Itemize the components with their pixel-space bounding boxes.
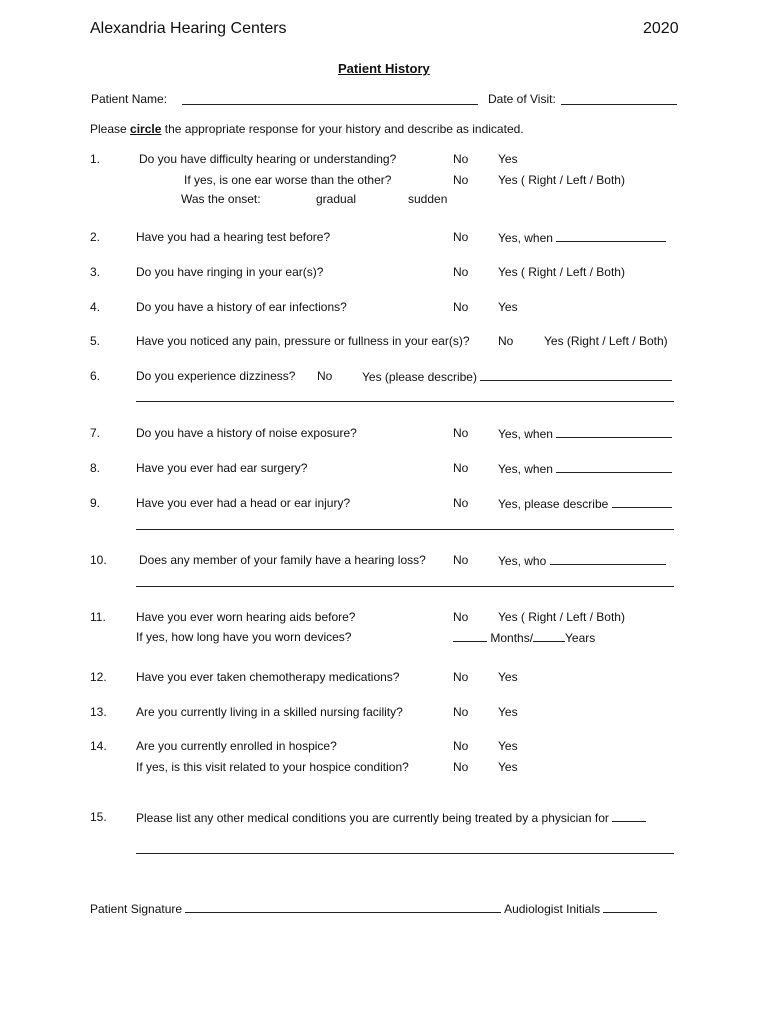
q15-field[interactable] (612, 810, 646, 822)
q2-number: 2. (90, 230, 101, 244)
q6-yes-label: Yes (please describe) (362, 370, 477, 384)
patient-name-field[interactable] (182, 104, 478, 105)
q4-text: Do you have a history of ear infections? (136, 300, 347, 314)
form-year: 2020 (643, 20, 679, 37)
q6-no-option[interactable]: No (317, 369, 333, 383)
q12-number: 12. (90, 670, 107, 684)
q13-number: 13. (90, 705, 107, 719)
q14-sub-no-option[interactable]: No (453, 760, 469, 774)
q9-yes-label: Yes, please describe (498, 497, 609, 511)
instructions (90, 122, 524, 136)
q1-number: 1. (90, 152, 101, 166)
q1-sub2-text: Was the onset: (181, 192, 261, 206)
q12-yes-option[interactable]: Yes (498, 670, 518, 684)
q4-no-option[interactable]: No (453, 300, 469, 314)
q5-yes-option[interactable]: Yes (Right / Left / Both) (544, 334, 668, 348)
q7-yes-option[interactable] (498, 426, 672, 441)
page-title: Patient History (338, 61, 430, 76)
q8-yes-option[interactable] (498, 461, 672, 476)
q2-when-field[interactable] (556, 230, 666, 242)
org-name: Alexandria Hearing Centers (90, 20, 287, 37)
q15-row (136, 810, 646, 825)
audiologist-initials-field[interactable] (603, 901, 657, 913)
q14-number: 14. (90, 739, 107, 753)
q6-number: 6. (90, 369, 101, 383)
q3-yes-option[interactable]: Yes ( Right / Left / Both) (498, 265, 625, 279)
q10-number: 10. (90, 553, 107, 567)
q11-yes-option[interactable]: Yes ( Right / Left / Both) (498, 610, 625, 624)
q1-yes-option[interactable]: Yes (498, 152, 518, 166)
q13-text: Are you currently living in a skilled nursing facility? (136, 705, 403, 719)
q12-no-option[interactable]: No (453, 670, 469, 684)
q3-number: 3. (90, 265, 101, 279)
q7-text: Do you have a history of noise exposure? (136, 426, 357, 440)
q14-text: Are you currently enrolled in hospice? (136, 739, 337, 753)
q5-no-option[interactable]: No (498, 334, 514, 348)
q7-yes-label: Yes, when (498, 427, 553, 441)
q6-yes-option[interactable] (362, 369, 672, 384)
patient-name-label: Patient Name: (91, 92, 168, 106)
q9-describe-field[interactable] (612, 496, 672, 508)
instructions-pre: Please (90, 122, 127, 136)
q15-number: 15. (90, 810, 107, 824)
q7-number: 7. (90, 426, 101, 440)
q1-sub1-no-option[interactable]: No (453, 173, 469, 187)
instructions-post: the appropriate response for your history and describe as indicated. (164, 122, 524, 136)
patient-signature-row (90, 901, 657, 916)
q5-text: Have you noticed any pain, pressure or fullness in your ear(s)? (136, 334, 470, 348)
q1-text: Do you have difficulty hearing or understanding? (139, 152, 397, 166)
q1-gradual-option[interactable]: gradual (316, 192, 357, 206)
q4-number: 4. (90, 300, 101, 314)
q10-text: Does any member of your family have a hearing loss? (139, 553, 426, 567)
date-of-visit-field[interactable] (561, 104, 677, 105)
q11-duration (453, 630, 595, 645)
q3-text: Do you have ringing in your ear(s)? (136, 265, 324, 279)
q7-when-field[interactable] (556, 426, 672, 438)
q4-yes-option[interactable]: Yes (498, 300, 518, 314)
q2-yes-option[interactable] (498, 230, 666, 245)
q3-no-option[interactable]: No (453, 265, 469, 279)
q14-no-option[interactable]: No (453, 739, 469, 753)
q1-sudden-option[interactable]: sudden (408, 192, 448, 206)
date-of-visit-label: Date of Visit: (488, 92, 556, 106)
q11-months-label: Months/ (490, 631, 534, 645)
q12-text: Have you ever taken chemotherapy medications? (136, 670, 400, 684)
q8-yes-label: Yes, when (498, 462, 553, 476)
q11-text: Have you ever worn hearing aids before? (136, 610, 356, 624)
q8-when-field[interactable] (556, 461, 672, 473)
q8-text: Have you ever had ear surgery? (136, 461, 308, 475)
instructions-circle: circle (130, 122, 162, 136)
q9-no-option[interactable]: No (453, 496, 469, 510)
q11-years-field[interactable] (533, 630, 565, 642)
q10-no-option[interactable]: No (453, 553, 469, 567)
q8-no-option[interactable]: No (453, 461, 469, 475)
q10-yes-label: Yes, who (498, 554, 547, 568)
q13-no-option[interactable]: No (453, 705, 469, 719)
q11-no-option[interactable]: No (453, 610, 469, 624)
q14-sub-text: If yes, is this visit related to your hospice condition? (136, 760, 409, 774)
q13-yes-option[interactable]: Yes (498, 705, 518, 719)
audiologist-initials-label: Audiologist Initials (504, 902, 601, 916)
patient-signature-field[interactable] (185, 901, 501, 913)
q8-number: 8. (90, 461, 101, 475)
q15-text: Please list any other medical conditions you are currently being treated by a physician for (136, 811, 609, 825)
q11-months-field[interactable] (453, 630, 487, 642)
q6-continuation-line[interactable] (136, 401, 674, 402)
q9-text: Have you ever had a head or ear injury? (136, 496, 351, 510)
q6-text: Do you experience dizziness? (136, 369, 296, 383)
q2-yes-label: Yes, when (498, 231, 553, 245)
q6-describe-field[interactable] (480, 369, 672, 381)
q15-continuation-line[interactable] (136, 853, 674, 854)
q1-sub1-text: If yes, is one ear worse than the other? (184, 173, 392, 187)
q9-number: 9. (90, 496, 101, 510)
q9-continuation-line[interactable] (136, 529, 674, 530)
q11-sub-text: If yes, how long have you worn devices? (136, 630, 352, 644)
q2-no-option[interactable]: No (453, 230, 469, 244)
q14-sub-yes-option[interactable]: Yes (498, 760, 518, 774)
q1-no-option[interactable]: No (453, 152, 469, 166)
q10-who-field[interactable] (550, 553, 666, 565)
q2-text: Have you had a hearing test before? (136, 230, 331, 244)
q5-number: 5. (90, 334, 101, 348)
q14-yes-option[interactable]: Yes (498, 739, 518, 753)
patient-signature-label: Patient Signature (90, 902, 183, 916)
q11-years-label: Years (565, 631, 596, 645)
q10-continuation-line[interactable] (136, 586, 674, 587)
q7-no-option[interactable]: No (453, 426, 469, 440)
q10-yes-option[interactable] (498, 553, 666, 568)
q9-yes-option[interactable] (498, 496, 672, 511)
q1-sub1-yes-option[interactable]: Yes ( Right / Left / Both) (498, 173, 625, 187)
q11-number: 11. (90, 610, 106, 624)
